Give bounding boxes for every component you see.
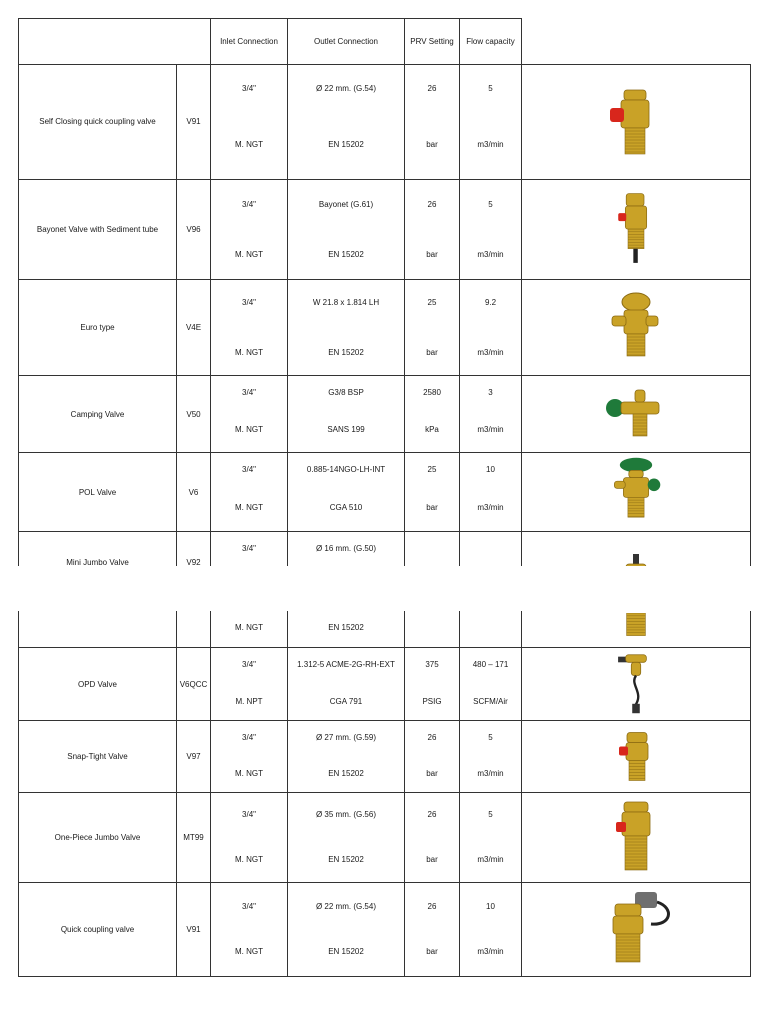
outlet-unit: EN 15202 xyxy=(328,947,364,956)
flow-value: 10 xyxy=(486,902,495,911)
valve-image-cell xyxy=(522,280,751,376)
inlet-value: 3/4" xyxy=(242,84,256,93)
flow-cell xyxy=(460,883,522,977)
flow-unit: m3/min xyxy=(477,947,504,956)
prv-cell xyxy=(405,883,460,977)
outlet-cell xyxy=(288,376,405,453)
valve-code: V91 xyxy=(186,117,201,126)
prv-unit: bar xyxy=(426,250,438,259)
prv-value: 25 xyxy=(427,465,437,474)
inlet-cell xyxy=(211,793,288,883)
flow-cell xyxy=(460,648,522,721)
header-prv: PRV Setting xyxy=(405,19,460,65)
inlet-cell xyxy=(211,376,288,453)
prv-cell xyxy=(405,180,460,280)
prv-cell xyxy=(405,280,460,376)
valve-image-cell xyxy=(522,648,751,721)
valve-opd-icon xyxy=(522,651,750,717)
flow-unit: SCFM/Air xyxy=(473,697,508,706)
prv-unit: bar xyxy=(426,947,438,956)
valve-image-cell xyxy=(522,376,751,453)
header-image-blank xyxy=(522,19,751,65)
table-row xyxy=(19,721,751,793)
valve-euro-icon xyxy=(522,288,750,368)
table-row xyxy=(19,532,751,566)
outlet-cell xyxy=(288,64,405,180)
valve-code: V92 xyxy=(186,557,201,566)
inlet-unit: M. NGT xyxy=(235,250,263,259)
prv-unit: bar xyxy=(426,348,438,357)
valve-code: V96 xyxy=(186,225,201,234)
flow-cell xyxy=(460,280,522,376)
inlet-value: 3/4" xyxy=(242,810,256,819)
inlet-unit: M. NGT xyxy=(235,623,263,632)
flow-value: 5 xyxy=(488,810,493,819)
inlet-cell xyxy=(211,532,288,566)
page-break xyxy=(0,566,768,611)
inlet-cell xyxy=(211,721,288,793)
inlet-unit: M. NGT xyxy=(235,348,263,357)
valve-code: V6 xyxy=(188,487,199,497)
prv-unit: kPa xyxy=(425,425,439,434)
valve-name: OPD Valve xyxy=(78,679,117,689)
outlet-value: Ø 22 mm. (G.54) xyxy=(315,902,376,911)
prv-value: 26 xyxy=(427,200,437,209)
valve-code: V91 xyxy=(186,925,201,934)
outlet-cell xyxy=(288,280,405,376)
valve-code-cell xyxy=(177,532,211,566)
outlet-unit: EN 15202 xyxy=(328,140,364,149)
inlet-cell xyxy=(211,180,288,280)
outlet-value: W 21.8 x 1.814 LH xyxy=(312,298,380,307)
valve-name-cell xyxy=(19,648,177,721)
flow-value: 9.2 xyxy=(484,298,497,307)
table-row xyxy=(19,793,751,883)
inlet-unit: M. NGT xyxy=(235,425,263,434)
table-row xyxy=(19,64,751,180)
valve-code-cell xyxy=(177,376,211,453)
valve-row-table xyxy=(18,453,751,532)
flow-cell xyxy=(460,793,522,883)
inlet-value: 3/4" xyxy=(242,733,256,742)
table-row xyxy=(19,883,751,977)
outlet-unit: EN 15202 xyxy=(328,769,364,778)
prv-cell xyxy=(405,453,460,532)
valve-name: Snap-Tight Valve xyxy=(67,752,128,761)
outlet-cell xyxy=(288,532,405,566)
outlet-cell xyxy=(288,648,405,721)
flow-value: 480 – 171 xyxy=(472,660,509,669)
inlet-unit: M. NGT xyxy=(235,769,263,778)
outlet-value: 1.312-5 ACME-2G-RH-EXT xyxy=(297,660,395,669)
prv-cell xyxy=(405,376,460,453)
flow-unit: m3/min xyxy=(477,140,504,149)
prv-unit: bar xyxy=(426,769,438,778)
valve-bayonet-icon xyxy=(522,190,750,270)
valve-camping-icon xyxy=(522,379,750,449)
valve-code-cell xyxy=(177,883,211,977)
flow-value: 5 xyxy=(488,200,493,209)
prv-cell xyxy=(405,611,460,648)
inlet-value: 3/4" xyxy=(242,200,256,209)
valve-code-cell xyxy=(177,64,211,180)
prv-value: 375 xyxy=(425,660,439,669)
inlet-cell xyxy=(211,453,288,532)
prv-unit: bar xyxy=(426,855,438,864)
valve-name-cell xyxy=(19,64,177,180)
flow-unit: m3/min xyxy=(477,250,504,259)
flow-unit: m3/min xyxy=(477,503,504,512)
valve-image-cell xyxy=(522,180,751,280)
valve-code: V6QCC xyxy=(179,679,208,689)
valve-image-cell xyxy=(522,721,751,793)
valve-row-table xyxy=(18,793,751,883)
valve-image-cell xyxy=(522,64,751,180)
prv-unit: bar xyxy=(426,140,438,149)
valve-mini-jumbo-icon xyxy=(522,542,750,566)
table-row xyxy=(19,180,751,280)
flow-cell xyxy=(460,611,522,648)
valve-name: Euro type xyxy=(80,323,115,332)
inlet-value: 3/4" xyxy=(242,298,256,307)
inlet-cell xyxy=(211,64,288,180)
prv-value: 26 xyxy=(427,810,437,819)
prv-value: 25 xyxy=(427,298,437,307)
valve-image-cell xyxy=(522,883,751,977)
flow-cell xyxy=(460,453,522,532)
outlet-value: 0.885-14NGO-LH-INT xyxy=(306,465,386,474)
outlet-value: Ø 35 mm. (G.56) xyxy=(315,810,376,819)
table-row xyxy=(19,280,751,376)
flow-unit: m3/min xyxy=(477,348,504,357)
valve-code-cell xyxy=(177,453,211,532)
inlet-unit: M. NGT xyxy=(235,140,263,149)
valve-row-table xyxy=(18,648,751,721)
valve-row-table xyxy=(18,721,751,793)
flow-value: 5 xyxy=(488,733,493,742)
prv-value: 26 xyxy=(427,84,437,93)
inlet-unit: M. NGT xyxy=(235,947,263,956)
table-row xyxy=(19,376,751,453)
prv-cell xyxy=(405,721,460,793)
outlet-cell xyxy=(288,721,405,793)
prv-value: 26 xyxy=(427,902,437,911)
prv-unit: bar xyxy=(426,503,438,512)
flow-value: 3 xyxy=(488,388,493,397)
valve-code: V4E xyxy=(185,323,202,332)
valve-name: Quick coupling valve xyxy=(60,925,135,934)
valve-row-table xyxy=(18,883,751,977)
valve-code-cell xyxy=(177,280,211,376)
flow-value: 5 xyxy=(488,84,493,93)
flow-value: 10 xyxy=(486,465,495,474)
table-row xyxy=(19,453,751,532)
header-inlet: Inlet Connection xyxy=(211,19,288,65)
outlet-value: Ø 22 mm. (G.54) xyxy=(315,84,376,93)
valve-code-cell xyxy=(177,721,211,793)
valve-name: Bayonet Valve with Sediment tube xyxy=(36,225,159,234)
flow-cell xyxy=(460,532,522,566)
flow-unit: m3/min xyxy=(477,855,504,864)
valve-code: V50 xyxy=(186,409,201,419)
inlet-value: 3/4" xyxy=(242,465,256,474)
outlet-value: Ø 16 mm. (G.50) xyxy=(315,544,376,553)
valve-row-table xyxy=(18,280,751,376)
outlet-cell xyxy=(288,453,405,532)
valve-pol-icon xyxy=(522,456,750,528)
inlet-cell xyxy=(211,648,288,721)
valve-row-table xyxy=(18,64,751,180)
outlet-unit: CGA 510 xyxy=(329,503,363,512)
valve-red-coupling-icon xyxy=(522,82,750,162)
outlet-unit: EN 15202 xyxy=(328,250,364,259)
inlet-unit: M. NGT xyxy=(235,503,263,512)
header-blank xyxy=(19,19,211,65)
prv-cell xyxy=(405,793,460,883)
header-flow: Flow capacity xyxy=(460,19,522,65)
outlet-cell xyxy=(288,793,405,883)
inlet-value: 3/4" xyxy=(242,660,256,669)
table-row xyxy=(19,611,751,648)
valve-code: V97 xyxy=(186,752,201,761)
valve-image-cell xyxy=(522,532,751,566)
inlet-unit: M. NGT xyxy=(235,855,263,864)
prv-cell xyxy=(405,64,460,180)
valve-name-cell xyxy=(19,793,177,883)
valve-name-cell xyxy=(19,376,177,453)
inlet-value: 3/4" xyxy=(242,902,256,911)
outlet-value: Ø 27 mm. (G.59) xyxy=(315,733,376,742)
valve-code: MT99 xyxy=(183,833,204,842)
valve-snap-tight-icon xyxy=(522,724,750,789)
valve-name: Camping Valve xyxy=(70,409,125,419)
valve-table-page-1 xyxy=(18,18,751,65)
flow-cell xyxy=(460,64,522,180)
table-row xyxy=(19,648,751,721)
valve-mini-jumbo-bottom-icon xyxy=(522,613,750,645)
valve-name-cell xyxy=(19,532,177,566)
flow-cell xyxy=(460,376,522,453)
valve-image-cell xyxy=(522,611,751,648)
outlet-unit: CGA 791 xyxy=(329,697,363,706)
prv-cell xyxy=(405,648,460,721)
outlet-unit: EN 15202 xyxy=(328,623,364,632)
prv-value: 2580 xyxy=(423,388,441,397)
valve-name-cell xyxy=(19,883,177,977)
flow-unit: m3/min xyxy=(477,769,504,778)
flow-unit: m3/min xyxy=(477,425,504,434)
valve-name: Mini Jumbo Valve xyxy=(66,557,129,566)
page-2 xyxy=(0,611,768,1024)
valve-name-cell xyxy=(19,611,177,648)
valve-image-cell xyxy=(522,453,751,532)
outlet-cell xyxy=(288,611,405,648)
inlet-value: 3/4" xyxy=(242,544,256,553)
valve-name-cell xyxy=(19,180,177,280)
valve-row-table xyxy=(18,532,751,566)
valve-code-cell xyxy=(177,793,211,883)
prv-value: 26 xyxy=(427,733,437,742)
valve-code-cell xyxy=(177,180,211,280)
valve-row-table xyxy=(18,611,751,648)
outlet-unit: SANS 199 xyxy=(327,425,365,434)
outlet-cell xyxy=(288,180,405,280)
inlet-unit: M. NPT xyxy=(235,697,263,706)
valve-code-cell xyxy=(177,648,211,721)
inlet-cell xyxy=(211,611,288,648)
outlet-value: Bayonet (G.61) xyxy=(318,200,374,209)
valve-name-cell xyxy=(19,280,177,376)
prv-unit: PSIG xyxy=(422,697,442,706)
inlet-value: 3/4" xyxy=(242,388,256,397)
valve-image-cell xyxy=(522,793,751,883)
valve-code-cell xyxy=(177,611,211,648)
valve-row-table xyxy=(18,180,751,280)
valve-name: POL Valve xyxy=(78,487,117,497)
flow-cell xyxy=(460,721,522,793)
valve-quick-coupling-icon xyxy=(522,890,750,970)
valve-name: One-Piece Jumbo Valve xyxy=(54,833,141,842)
outlet-unit: EN 15202 xyxy=(328,348,364,357)
valve-row-table xyxy=(18,376,751,453)
outlet-cell xyxy=(288,883,405,977)
prv-cell xyxy=(405,532,460,566)
outlet-unit: EN 15202 xyxy=(328,855,364,864)
header-outlet: Outlet Connection xyxy=(288,19,405,65)
flow-cell xyxy=(460,180,522,280)
header-row xyxy=(19,19,751,65)
valve-name-cell xyxy=(19,721,177,793)
valve-name: Self Closing quick coupling valve xyxy=(39,117,156,126)
valve-name-cell xyxy=(19,453,177,532)
inlet-cell xyxy=(211,280,288,376)
valve-jumbo-icon xyxy=(522,798,750,878)
inlet-cell xyxy=(211,883,288,977)
outlet-value: G3/8 BSP xyxy=(328,388,364,397)
